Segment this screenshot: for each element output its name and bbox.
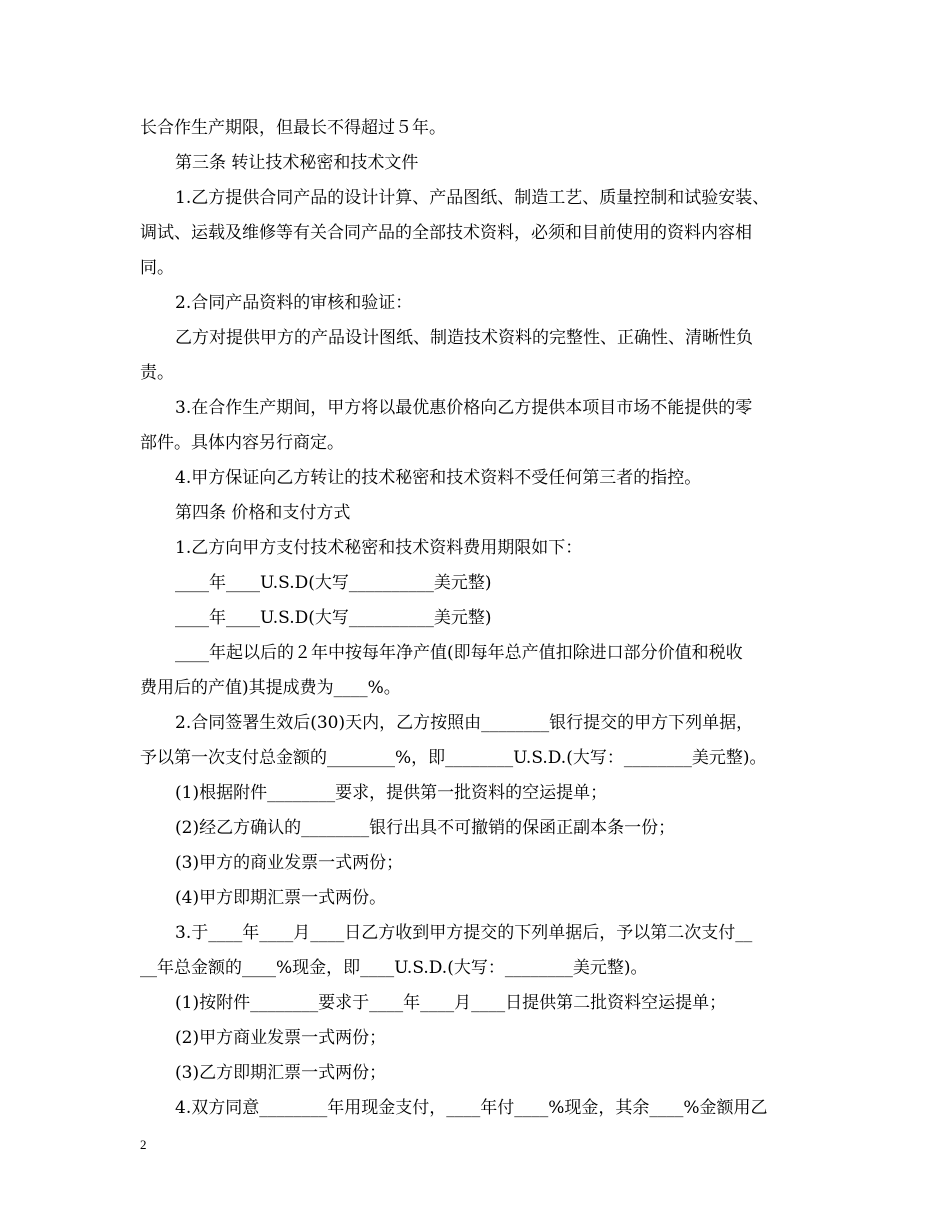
text-line: 4.甲方保证向乙方转让的技术秘密和技术资料不受任何第三者的指控。 bbox=[175, 468, 702, 488]
text-line: 予以第一次支付总金额的________%，即________U.S.D.(大写：________美元整)。 bbox=[140, 748, 767, 768]
text-line: (1)按附件________要求于____年____月____日提供第二批资料空运提单； bbox=[175, 993, 727, 1013]
text-line: (3)甲方的商业发票一式两份； bbox=[175, 853, 404, 873]
text-line: (4)甲方即期汇票一式两份。 bbox=[175, 888, 387, 908]
text-line: ____年____U.S.D(大写__________美元整) bbox=[175, 608, 492, 628]
text-line: 1.乙方向甲方支付技术秘密和技术资料费用期限如下： bbox=[175, 538, 583, 558]
text-line: 4.双方同意________年用现金支付，____年付____%现金，其余____%金额用乙 bbox=[175, 1098, 768, 1118]
text-line: (1)根据附件________要求，提供第一批资料的空运提单； bbox=[175, 783, 608, 803]
text-line: 2.合同产品资料的审核和验证： bbox=[175, 293, 413, 313]
text-line: ____年____U.S.D(大写__________美元整) bbox=[175, 573, 492, 593]
section-heading: 第三条 转让技术秘密和技术文件 bbox=[175, 153, 419, 173]
page-number: 2 bbox=[140, 1137, 147, 1152]
text-line: 长合作生产期限，但最长不得超过５年。 bbox=[140, 118, 446, 138]
text-line: 责。 bbox=[140, 363, 174, 383]
text-line: 3.在合作生产期间，甲方将以最优惠价格向乙方提供本项目市场不能提供的零 bbox=[175, 398, 753, 418]
text-line: (3)乙方即期汇票一式两份； bbox=[175, 1063, 387, 1083]
section-heading: 第四条 价格和支付方式 bbox=[175, 503, 351, 523]
text-line: 1.乙方提供合同产品的设计计算、产品图纸、制造工艺、质量控制和试验安装、 bbox=[175, 188, 770, 208]
text-line: 调试、运载及维修等有关合同产品的全部技术资料，必须和目前使用的资料内容相 bbox=[140, 223, 752, 243]
text-line: (2)经乙方确认的________银行出具不可撤销的保函正副本条一份； bbox=[175, 818, 676, 838]
text-line: 乙方对提供甲方的产品设计图纸、制造技术资料的完整性、正确性、清晰性负 bbox=[175, 328, 753, 348]
text-line: 同。 bbox=[140, 258, 174, 278]
text-line: 费用后的产值)其提成费为____%。 bbox=[140, 678, 401, 698]
text-line: 3.于____年____月____日乙方收到甲方提交的下列单据后，予以第二次支付__ bbox=[175, 923, 753, 943]
text-line: (2)甲方商业发票一式两份； bbox=[175, 1028, 387, 1048]
text-line: 部件。具体内容另行商定。 bbox=[140, 433, 344, 453]
text-line: ____年起以后的２年中按每年净产值(即每年总产值扣除进口部分价值和税收 bbox=[175, 643, 743, 663]
text-line: __年总金额的____%现金，即____U.S.D.(大写：________美元整)。 bbox=[140, 958, 648, 978]
text-line: 2.合同签署生效后(30)天内，乙方按照由________银行提交的甲方下列单据， bbox=[175, 713, 754, 733]
